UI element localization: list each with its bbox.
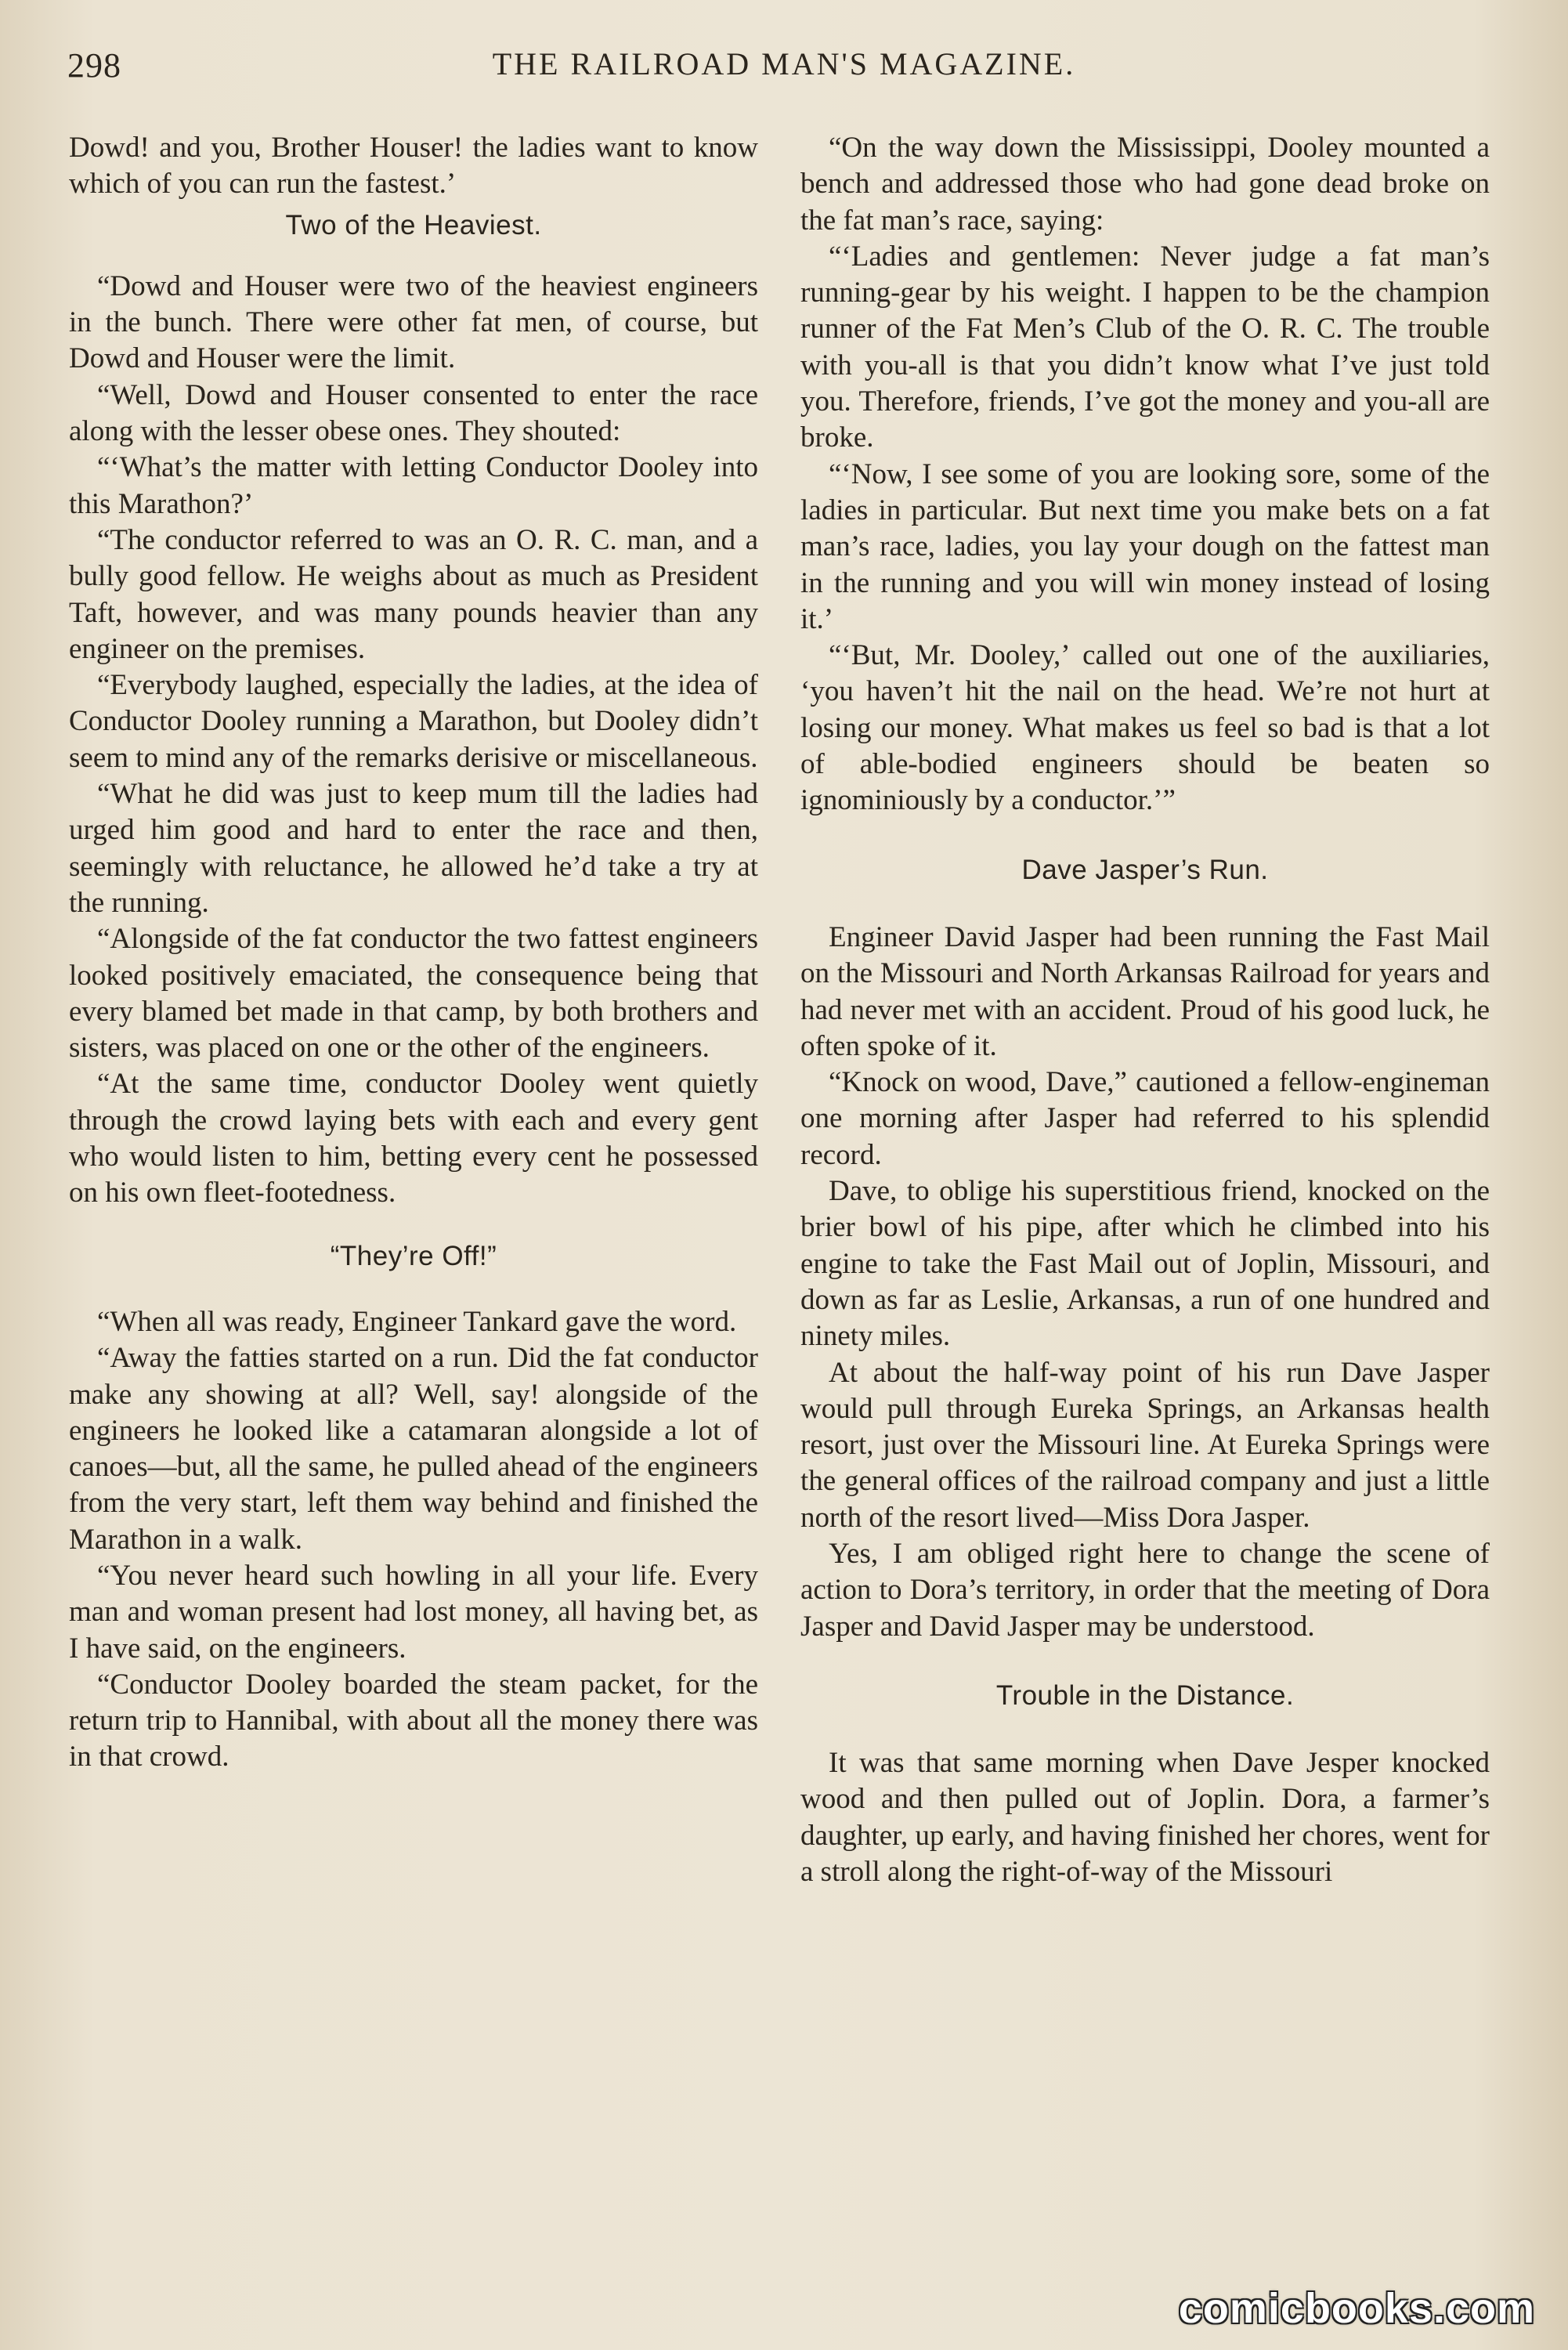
paragraph: Yes, I am obliged right here to change the scene of action to Dora’s territory, in order that the meeting of Dora Jasper and David Jasper may be understood. [800, 1537, 1490, 1643]
paragraph: “‘Now, I see some of you are looking sore, some of the ladies in particular. But next time you make bets on a fat man’s race, ladies, you lay your dough on the fattest man in the running and you will win money instead of losing it.’ [800, 457, 1490, 635]
left-column [69, 130, 758, 1776]
paragraph: “You never heard such howling in all your life. Every man and woman present had lost money, all having bet, as I have said, on the engineers. [69, 1559, 758, 1665]
paragraph: “When all was ready, Engineer Tankard gave the word. [97, 1305, 737, 1338]
paragraph: “The conductor referred to was an O. R. C. man, and a bully good fellow. He weighs about as much as President Taft, however, and was many pounds heavier than any engineer on the premises. [69, 523, 758, 665]
watermark: comicbooks.com [1178, 2285, 1535, 2332]
section-heading-dave-jaspers-run: Dave Jasper’s Run. [1021, 854, 1269, 885]
paragraph: Dowd! and you, Brother Houser! the ladies want to know which of you can run the fastest.’ [69, 132, 758, 201]
section-heading-two-of-the-heaviest: Two of the Heaviest. [285, 209, 542, 240]
paragraph: Dave, to oblige his superstitious friend, knocked on the brier bowl of his pipe, after which he climbed into his engine to take the Fast Mail out of Joplin, Missouri, and down as far as Leslie, Arkansas, a run of one hundred and ninety miles. [800, 1175, 1490, 1353]
page-number: 298 [67, 46, 121, 85]
paragraph: At about the half-way point of his run Dave Jasper would pull through Eureka Springs, an Arkansas health resort, just over the Missouri line. At Eureka Springs were the general offices of the railroad company and just a little north of the resort lived—Miss Dora Jasper. [800, 1356, 1490, 1534]
page-header [67, 45, 1501, 100]
paragraph: “On the way down the Mississippi, Dooley mounted a bench and addressed those who had gone dead broke on the fat man’s race, saying: [800, 132, 1490, 237]
right-column [800, 130, 1490, 1890]
paragraph: “Conductor Dooley boarded the steam packet, for the return trip to Hannibal, with about all the money there was in that crowd. [69, 1668, 758, 1773]
paragraph: “‘What’s the matter with letting Conductor Dooley into this Marathon?’ [69, 451, 758, 520]
paragraph: “Knock on wood, Dave,” cautioned a fellow-engineman one morning after Jasper had referred to his splendid record. [800, 1066, 1490, 1171]
paragraph: “‘Ladies and gentlemen: Never judge a fat man’s running-gear by his weight. I happen to be the champion runner of the Fat Men’s Club of the O. R. C. The trouble with you-all is that you didn’t know what I’ve just told you. Therefore, friends, I’ve got the money and you-all are broke. [800, 240, 1490, 454]
paragraph: “Everybody laughed, especially the ladies, at the idea of Conductor Dooley running a Marathon, but Dooley didn’t seem to mind any of the remarks derisive or miscellaneous. [69, 669, 758, 774]
magazine-title: THE RAILROAD MAN'S MAGAZINE. [492, 46, 1076, 81]
paragraph: Engineer David Jasper had been running the Fast Mail on the Missouri and North Arkansas Railroad for years and had never met with an accident. Proud of his good luck, he often spoke of it. [800, 920, 1490, 1062]
section-heading-trouble-in-the-distance: Trouble in the Distance. [995, 1679, 1295, 1711]
paragraph: “What he did was just to keep mum till the ladies had urged him good and hard to enter the race and then, seemingly with reluctance, he allowed he’d take a try at the running. [69, 778, 758, 919]
paragraph: “Well, Dowd and Houser consented to enter the race along with the lesser obese ones. They shouted: [69, 378, 758, 448]
paragraph: “Away the fatties started on a run. Did the fat conductor make any showing at all? Well, say! alongside of the engineers he looked like a catamaran alongside a lot of canoes—but, all the same, he pulled ahead of the engineers from the very start, left them way behind and finished the Marathon in a walk. [69, 1342, 758, 1556]
paragraph: “Alongside of the fat conductor the two fattest engineers looked positively emaciated, the consequence being that every blamed bet made in that camp, by both brothers and sisters, was placed on one or the other of the engineers. [69, 923, 758, 1065]
paragraph: “Dowd and Houser were two of the heaviest engineers in the bunch. There were other fat men, of course, but Dowd and Houser were the limit. [69, 269, 758, 375]
paragraph: “‘But, Mr. Dooley,’ called out one of the auxiliaries, ‘you haven’t hit the nail on the head. We’re not hurt at losing our money. What makes us feel so bad is that a lot of able-bodied engineers should be beaten so ignominiously by a conductor.’” [800, 639, 1490, 817]
paragraph: “At the same time, conductor Dooley went quietly through the crowd laying bets with each and every gent who would listen to him, betting every cent he possessed on his own fleet-footedness. [69, 1068, 758, 1209]
paragraph: It was that same morning when Dave Jesper knocked wood and then pulled out of Joplin. Dora, a farmer’s daughter, up early, and having finished her chores, went for a stroll along the right-of-way of the Missouri [800, 1747, 1490, 1889]
section-heading-theyre-off: “They’re Off!” [330, 1240, 497, 1271]
